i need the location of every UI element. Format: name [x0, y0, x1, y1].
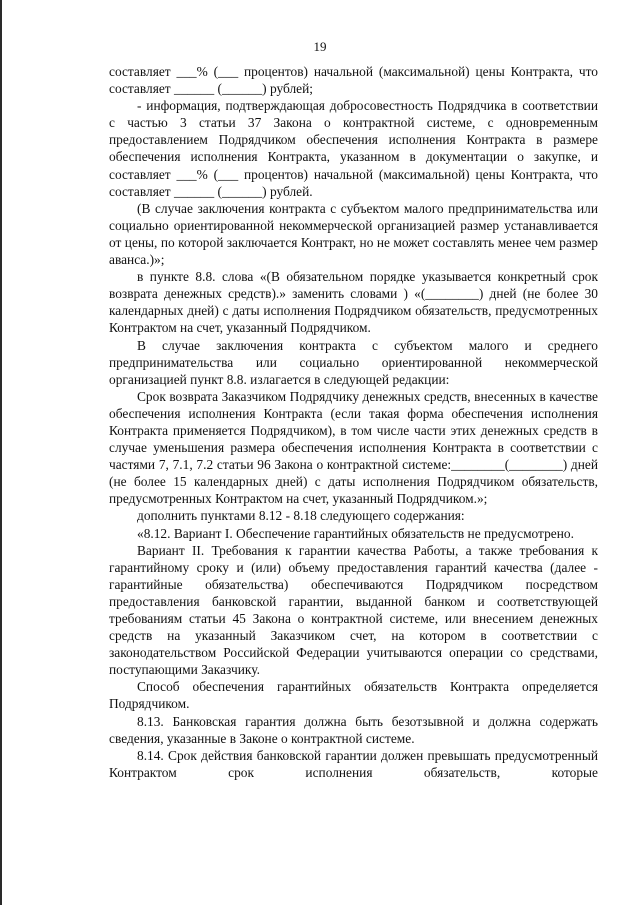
paragraph-clause-8-12: «8.12. Вариант I. Обеспечение гарантийных обязательств не предусмотрено.: [137, 525, 574, 541]
paragraph-security-method: Способ обеспечения гарантийных обязательств Контракта определяется Подрядчиком.: [109, 679, 598, 712]
document-body: [109, 63, 598, 781]
scan-edge: [0, 0, 2, 905]
paragraph-clause-8-8-amendment: в пункте 8.8. слова «(В обязательном порядке указывается конкретный срок возврата денежных средств).» заменить словами ) «(________) дней (не более 30 календарных дней) с даты исполнения Подрядчиком обязательств, предусмотренных Контрактом на счет, указанный Подрядчиком.: [109, 269, 598, 336]
paragraph-good-faith-info: - информация, подтверждающая добросовестность Подрядчика в соответствии с частью 3 статьи 37 Закона о контрактной системе, с одновременным предоставлением Подрядчиком обеспечения исполнения Контракта в размере обеспечения исполнения Контракта, указанном в документации о закупке, и составляет ___% (___ процентов) начальной (максимальной) цены Контракта, что составляет ______ (______) рублей.: [109, 98, 598, 199]
paragraph-clause-8-14: 8.14. Срок действия банковской гарантии должен превышать предусмотренный Контрактом срок исполнения обязательств, которые: [109, 747, 598, 780]
paragraph-variant-ii: Вариант II. Требования к гарантии качества Работы, а также требования к гарантийному сроку и (или) объему предоставления гарантий качества (далее - гарантийные обязательства) обеспечиваются Подрядчиком посредством предоставления банковской гарантии, выданной банком и соответствующей требованиям статьи 45 Закона о контрактной системе, или внесением денежных средств на указанный Заказчиком счет, на котором в соответствии с законодательством Российской Федерации учитываются операции со средствами, поступающими Заказчику.: [109, 542, 598, 678]
paragraph-small-business-note: (В случае заключения контракта с субъектом малого предпринимательства или социально ориентированной некоммерческой организацией размер устанавливается от цены, по которой заключается Контракт, но не может составлять менее чем размер аванса.)»;: [109, 200, 598, 268]
paragraph-price-share: составляет ___% (___ процентов) начальной (максимальной) цены Контракта, что составляет ______ (______) рублей;: [109, 64, 598, 97]
page-number: 19: [313, 39, 327, 54]
paragraph-small-business-clause: В случае заключения контракта с субъектом малого и среднего предпринимательства или социально ориентированной некоммерческой организацией пункт 8.8. излагается в следующей редакции:: [109, 337, 598, 387]
paragraph-clause-8-13: 8.13. Банковская гарантия должна быть безотзывной и должна содержать сведения, указанные в Законе о контрактной системе.: [109, 713, 598, 746]
paragraph-refund-term: Срок возврата Заказчиком Подрядчику денежных средств, внесенных в качестве обеспечения исполнения Контракта (если такая форма обеспечения исполнения Контракта применяется Подрядчиком), в том числе части этих денежных средств в случае уменьшения размера обеспечения исполнения Контракта в соответствии с частями 7, 7.1, 7.2 статьи 96 Закона о контрактной системе:________(________) дней (не более 15 календарных дней) с даты исполнения Подрядчиком обязательств, предусмотренных Контрактом на счет, указанный Подрядчиком.»;: [109, 388, 598, 507]
paragraph-add-clauses: дополнить пунктами 8.12 - 8.18 следующего содержания:: [137, 508, 465, 524]
